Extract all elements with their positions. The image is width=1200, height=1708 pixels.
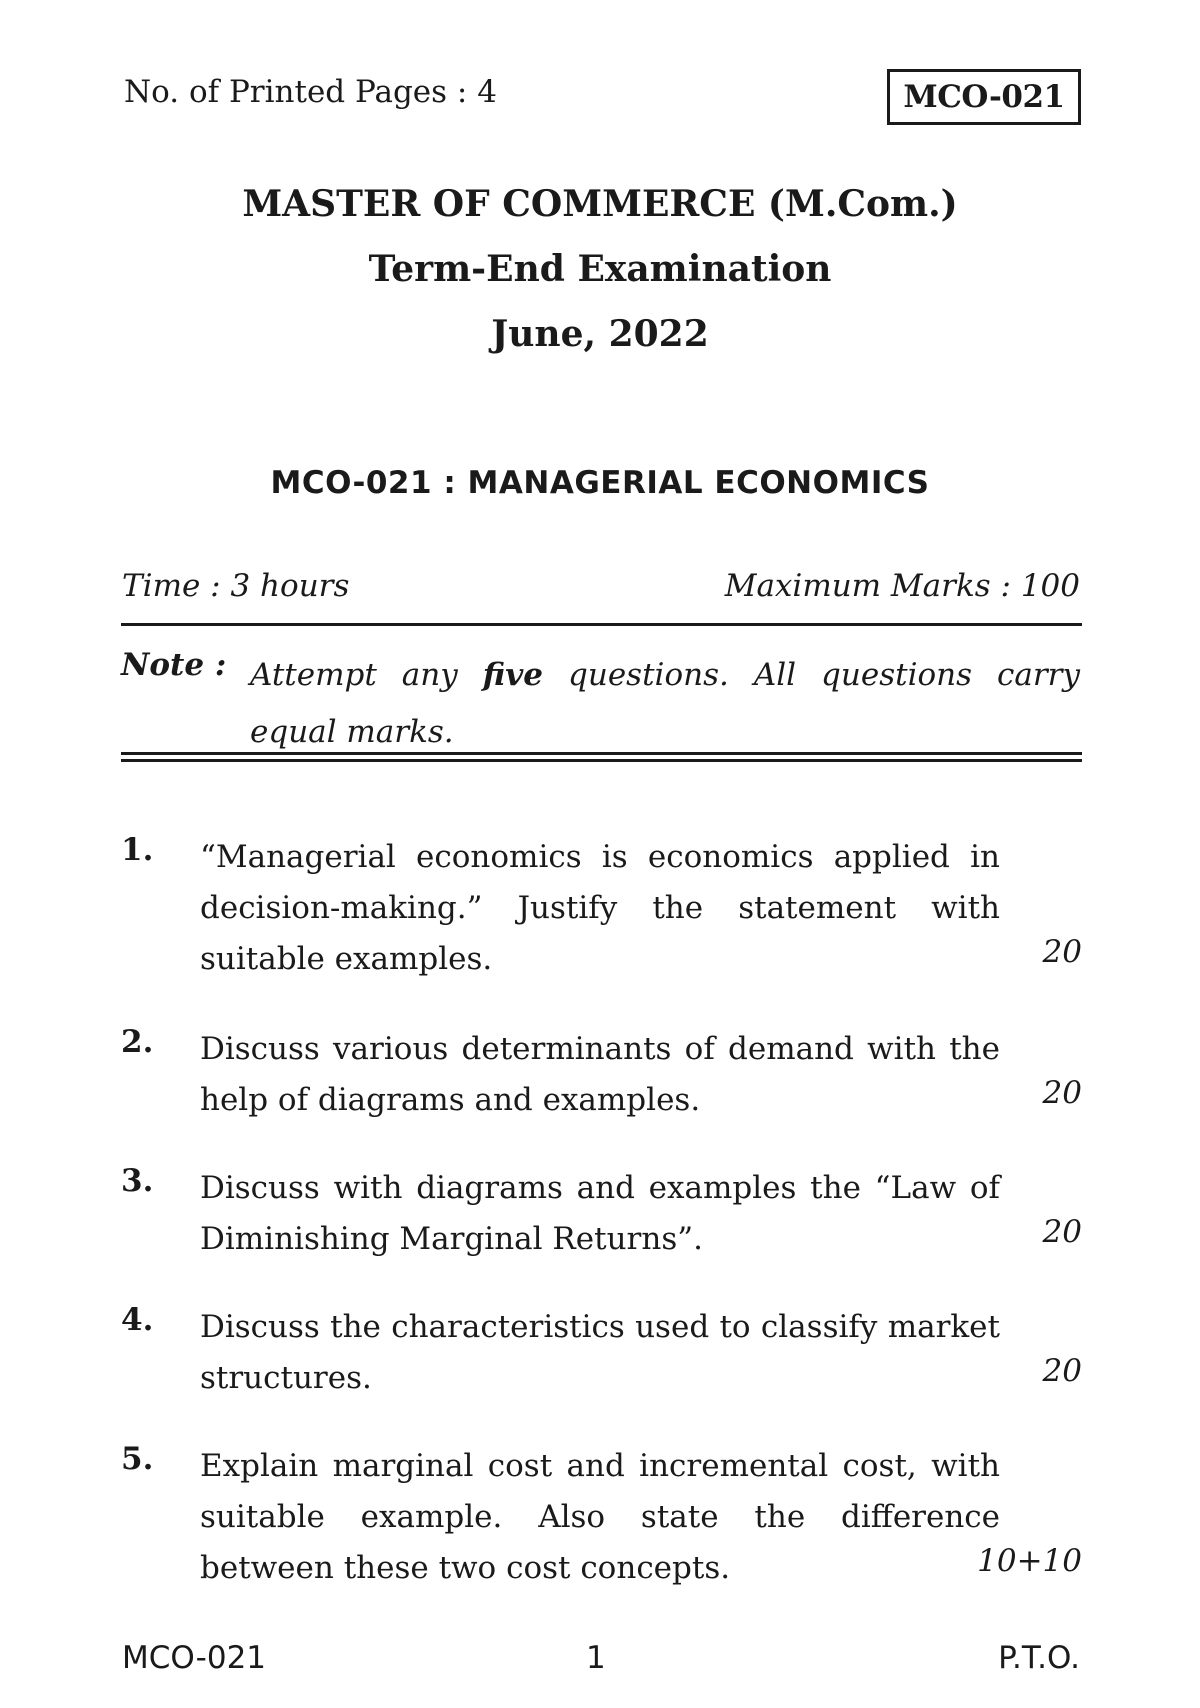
question-text-body: Discuss the characteristics used to classify market structures. (200, 1309, 1000, 1396)
question-marks: 20 (1042, 1353, 1082, 1389)
double-divider-bottom (121, 759, 1082, 762)
question-number: 1. (121, 832, 154, 868)
printed-pages-count: No. of Printed Pages : 4 (124, 74, 497, 110)
exam-title: Term-End Examination (368, 248, 832, 290)
question-number: 3. (121, 1163, 154, 1199)
note-text-emphasis: five (482, 657, 544, 693)
question-number: 4. (121, 1302, 154, 1338)
paper-code-box: MCO-021 (887, 69, 1081, 125)
note-label: Note : (121, 647, 227, 683)
pto-label: P.T.O. (998, 1640, 1080, 1676)
question-text (200, 832, 1112, 985)
note-text (250, 647, 1080, 761)
question-text (200, 1163, 1112, 1265)
question-text (200, 1024, 1112, 1126)
question-number: 2. (121, 1024, 154, 1060)
question-text (200, 1302, 1112, 1404)
question-marks: 10+10 (977, 1543, 1082, 1579)
question-text-body: Discuss with diagrams and examples the “Law of Diminishing Marginal Returns”. (200, 1170, 1000, 1257)
course-title: MCO-021 : MANAGERIAL ECONOMICS (270, 465, 930, 501)
question-marks: 20 (1042, 934, 1082, 970)
question-text-body: Explain marginal cost and incremental cost, with suitable example. Also state the difference between these two cost concepts. (200, 1448, 1000, 1586)
exam-time: Time : 3 hours (122, 568, 350, 604)
divider-line (121, 623, 1082, 626)
question-text-body: “Managerial economics is economics applied in decision-making.” Justify the statement with suitable examples. (200, 839, 1000, 977)
question-text (200, 1441, 1112, 1594)
question-text-body: Discuss various determinants of demand with the help of diagrams and examples. (200, 1031, 1000, 1118)
question-number: 5. (121, 1441, 154, 1477)
maximum-marks: Maximum Marks : 100 (724, 568, 1080, 604)
note-text-after: questions. All questions carry equal marks. (250, 657, 1081, 750)
note-text-before: Attempt any (250, 657, 483, 693)
program-title: MASTER OF COMMERCE (M.Com.) (242, 183, 958, 225)
question-marks: 20 (1042, 1075, 1082, 1111)
page-number: 1 (586, 1640, 606, 1676)
double-divider-top (121, 752, 1082, 755)
footer-paper-code: MCO-021 (122, 1640, 267, 1676)
question-marks: 20 (1042, 1214, 1082, 1250)
exam-date: June, 2022 (491, 313, 709, 355)
